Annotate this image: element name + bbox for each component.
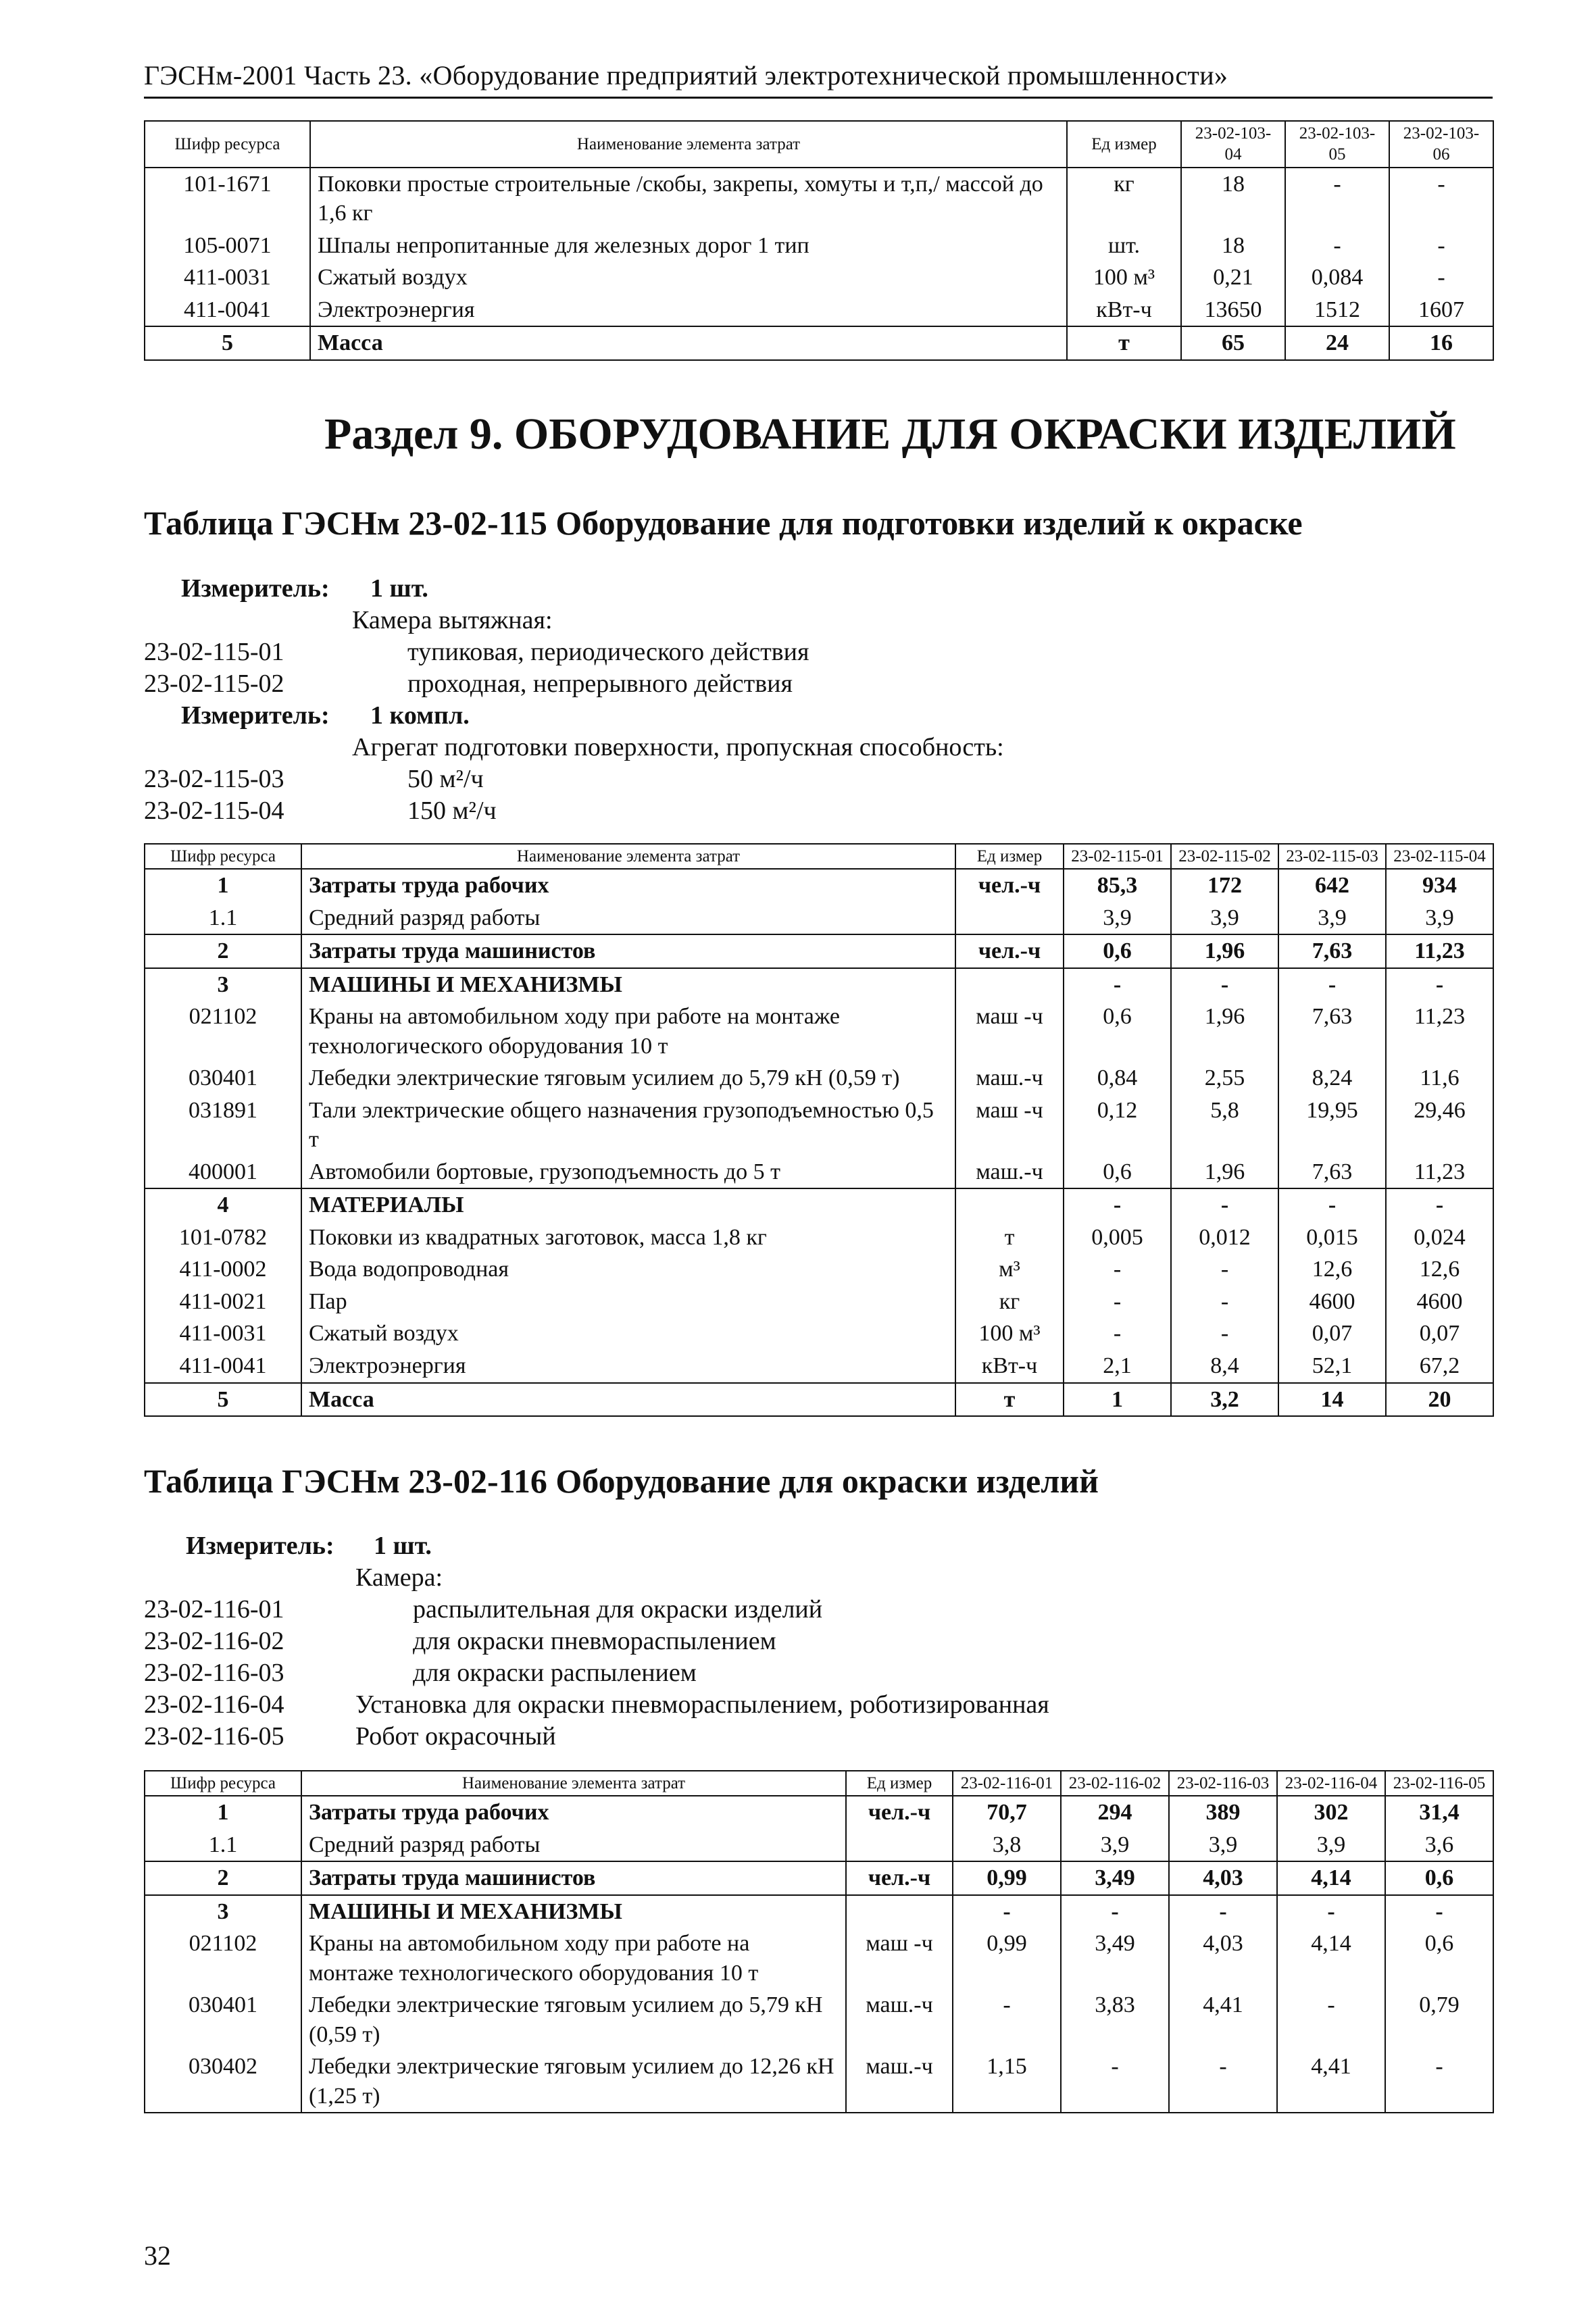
value-cell: 0,6 (1064, 934, 1171, 968)
item-text: 150 м²/ч (407, 797, 497, 825)
value-cell: - (1064, 1253, 1171, 1286)
column-header: Наименование элемента затрат (310, 121, 1067, 168)
item-code: 23-02-115-01 (144, 638, 284, 666)
table-row (145, 902, 1493, 935)
table-header-row (145, 121, 1493, 168)
value-cell: 14 (1278, 1383, 1386, 1417)
cost-element-name-cell: Вода водопроводная (301, 1253, 955, 1286)
table-23-02-103 (144, 120, 1494, 361)
value-cell: 172 (1171, 869, 1278, 902)
resource-code-cell: 3 (145, 968, 301, 1001)
value-cell: 0,12 (1064, 1095, 1171, 1156)
table-23-02-115 (144, 843, 1494, 1417)
column-header: 23-02-115-03 (1278, 844, 1386, 869)
table-row (145, 1350, 1493, 1383)
value-cell: 7,63 (1278, 934, 1386, 968)
value-cell: 11,23 (1386, 1156, 1493, 1189)
value-cell: 3,9 (1386, 902, 1493, 935)
cost-element-name-cell: Сжатый воздух (310, 261, 1067, 294)
value-cell: 67,2 (1386, 1350, 1493, 1383)
table-row (145, 1001, 1493, 1062)
item-text: 50 м²/ч (407, 765, 484, 793)
resource-code-cell: 031891 (145, 1095, 301, 1156)
table-row (145, 1095, 1493, 1156)
value-cell: 4,41 (1277, 2051, 1385, 2113)
item-code: 23-02-115-04 (144, 797, 284, 825)
value-cell: 642 (1278, 869, 1386, 902)
group-label: Камера вытяжная: (352, 606, 553, 634)
meter-value: 1 шт. (374, 1532, 432, 1560)
unit-cell (955, 968, 1064, 1001)
unit-cell: кВт-ч (1067, 294, 1181, 327)
resource-code-cell: 105-0071 (145, 230, 310, 262)
value-cell: - (1389, 261, 1493, 294)
value-cell: 19,95 (1278, 1095, 1386, 1156)
value-cell: - (1064, 1286, 1171, 1318)
value-cell: 8,24 (1278, 1062, 1386, 1095)
value-cell: 0,015 (1278, 1222, 1386, 1254)
column-header: 23-02-115-04 (1386, 844, 1493, 869)
item-text: распылительная для окраски изделий (413, 1595, 823, 1624)
table-row (145, 1188, 1493, 1222)
value-cell: - (1386, 1188, 1493, 1222)
value-cell: - (1277, 1895, 1385, 1928)
value-cell: 0,79 (1385, 1989, 1493, 2051)
value-cell: 85,3 (1064, 869, 1171, 902)
value-cell: 1,96 (1171, 1156, 1278, 1189)
table-header-row (145, 844, 1493, 869)
resource-code-cell: 411-0031 (145, 261, 310, 294)
column-header: 23-02-116-04 (1277, 1771, 1385, 1796)
cost-element-name-cell: Поковки простые строительные /скобы, закрепы, хомуты и т,п,/ массой до 1,6 кг (310, 168, 1067, 230)
cost-element-name-cell: Лебедки электрические тяговым усилием до 5,79 кН (0,59 т) (301, 1062, 955, 1095)
value-cell: 3,9 (1061, 1829, 1169, 1862)
table-row (145, 1156, 1493, 1189)
table-116-title: Таблица ГЭСНм 23-02-116 Оборудование для окраски изделий (144, 1462, 1099, 1500)
value-cell: - (1171, 1188, 1278, 1222)
cost-element-name-cell: Затраты труда рабочих (301, 869, 955, 902)
meter-label: Измеритель: (181, 574, 330, 603)
unit-cell: маш -ч (955, 1001, 1064, 1062)
meter-value: 1 шт. (370, 574, 428, 603)
column-header: Ед измер (1067, 121, 1181, 168)
cost-element-name-cell: Затраты труда рабочих (301, 1796, 846, 1829)
value-cell: 29,46 (1386, 1095, 1493, 1156)
table-row (145, 326, 1493, 360)
value-cell: 4,03 (1169, 1861, 1277, 1895)
value-cell: - (1277, 1989, 1385, 2051)
value-cell: - (1285, 168, 1389, 230)
value-cell: - (953, 1989, 1061, 2051)
value-cell: 3,9 (1277, 1829, 1385, 1862)
unit-cell: т (955, 1222, 1064, 1254)
table-row (145, 294, 1493, 327)
cost-element-name-cell: МАШИНЫ И МЕХАНИЗМЫ (301, 968, 955, 1001)
value-cell: 31,4 (1385, 1796, 1493, 1829)
column-header: 23-02-103-06 (1389, 121, 1493, 168)
cost-element-name-cell: МАШИНЫ И МЕХАНИЗМЫ (301, 1895, 846, 1928)
value-cell: 934 (1386, 869, 1493, 902)
meter-label: Измеритель: (181, 701, 330, 730)
resource-code-cell: 5 (145, 1383, 301, 1417)
item-code: 23-02-116-02 (144, 1627, 284, 1655)
table-row (145, 934, 1493, 968)
unit-cell: 100 м³ (1067, 261, 1181, 294)
resource-code-cell: 3 (145, 1895, 301, 1928)
cost-element-name-cell: Масса (301, 1383, 955, 1417)
value-cell: 0,6 (1385, 1928, 1493, 1989)
value-cell: 1512 (1285, 294, 1389, 327)
item-text: тупиковая, периодического действия (407, 638, 809, 666)
cost-element-name-cell: Средний разряд работы (301, 1829, 846, 1862)
value-cell: 11,6 (1386, 1062, 1493, 1095)
unit-cell: маш.-ч (846, 2051, 953, 2113)
unit-cell (846, 1895, 953, 1928)
value-cell: 0,005 (1064, 1222, 1171, 1254)
resource-code-cell: 411-0021 (145, 1286, 301, 1318)
meter-value: 1 компл. (370, 701, 470, 730)
resource-code-cell: 1.1 (145, 1829, 301, 1862)
table-row (145, 1222, 1493, 1254)
table-row (145, 1829, 1493, 1862)
value-cell: 0,84 (1064, 1062, 1171, 1095)
value-cell: 294 (1061, 1796, 1169, 1829)
value-cell: 0,99 (953, 1928, 1061, 1989)
value-cell: 18 (1181, 230, 1285, 262)
resource-code-cell: 5 (145, 326, 310, 360)
value-cell: - (1171, 968, 1278, 1001)
unit-cell: кВт-ч (955, 1350, 1064, 1383)
resource-code-cell: 101-0782 (145, 1222, 301, 1254)
value-cell: 1,96 (1171, 1001, 1278, 1062)
resource-code-cell: 411-0041 (145, 1350, 301, 1383)
column-header: 23-02-103-05 (1285, 121, 1389, 168)
unit-cell: шт. (1067, 230, 1181, 262)
value-cell: 3,8 (953, 1829, 1061, 1862)
column-header: Наименование элемента затрат (301, 844, 955, 869)
table-row (145, 1383, 1493, 1417)
item-code: 23-02-115-02 (144, 670, 284, 698)
value-cell: - (1171, 1317, 1278, 1350)
value-cell: 16 (1389, 326, 1493, 360)
cost-element-name-cell: Электроэнергия (301, 1350, 955, 1383)
value-cell: 4,41 (1169, 1989, 1277, 2051)
header-rule (144, 97, 1493, 99)
value-cell: - (1385, 2051, 1493, 2113)
cost-element-name-cell: Лебедки электрические тяговым усилием до 5,79 кН (0,59 т) (301, 1989, 846, 2051)
value-cell: - (1389, 230, 1493, 262)
unit-cell (955, 1188, 1064, 1222)
resource-code-cell: 030401 (145, 1989, 301, 2051)
value-cell: 3,9 (1064, 902, 1171, 935)
page-number: 32 (144, 2240, 171, 2271)
resource-code-cell: 4 (145, 1188, 301, 1222)
unit-cell: маш -ч (846, 1928, 953, 1989)
value-cell: 0,07 (1278, 1317, 1386, 1350)
value-cell: 0,07 (1386, 1317, 1493, 1350)
item-code: 23-02-115-03 (144, 765, 284, 793)
cost-element-name-cell: Затраты труда машинистов (301, 934, 955, 968)
cost-element-name-cell: Сжатый воздух (301, 1317, 955, 1350)
group-label: Камера: (355, 1563, 443, 1592)
value-cell: 13650 (1181, 294, 1285, 327)
table-row (145, 1317, 1493, 1350)
value-cell: 12,6 (1386, 1253, 1493, 1286)
value-cell: 3,49 (1061, 1861, 1169, 1895)
item-code: 23-02-116-04 (144, 1690, 284, 1719)
value-cell: - (1061, 2051, 1169, 2113)
value-cell: 3,9 (1278, 902, 1386, 935)
value-cell: - (1278, 1188, 1386, 1222)
value-cell: 1,96 (1171, 934, 1278, 968)
unit-cell: кг (955, 1286, 1064, 1318)
resource-code-cell: 2 (145, 934, 301, 968)
cost-element-name-cell: Тали электрические общего назначения грузоподъемностью 0,5 т (301, 1095, 955, 1156)
value-cell: 4,03 (1169, 1928, 1277, 1989)
value-cell: - (1064, 968, 1171, 1001)
value-cell: 302 (1277, 1796, 1385, 1829)
value-cell: 7,63 (1278, 1001, 1386, 1062)
value-cell: - (1285, 230, 1389, 262)
table-row (145, 261, 1493, 294)
value-cell: - (1171, 1286, 1278, 1318)
value-cell: 4,14 (1277, 1861, 1385, 1895)
value-cell: 389 (1169, 1796, 1277, 1829)
table-header-row (145, 1771, 1493, 1796)
unit-cell: маш -ч (955, 1095, 1064, 1156)
unit-cell: маш.-ч (955, 1156, 1064, 1189)
resource-code-cell: 101-1671 (145, 168, 310, 230)
column-header: Шифр ресурса (145, 121, 310, 168)
unit-cell: чел.-ч (955, 934, 1064, 968)
column-header: 23-02-115-02 (1171, 844, 1278, 869)
unit-cell: 100 м³ (955, 1317, 1064, 1350)
cost-element-name-cell: Электроэнергия (310, 294, 1067, 327)
table-115-title: Таблица ГЭСНм 23-02-115 Оборудование для подготовки изделий к окраске (144, 504, 1303, 542)
unit-cell: т (955, 1383, 1064, 1417)
value-cell: 65 (1181, 326, 1285, 360)
value-cell: 2,55 (1171, 1062, 1278, 1095)
item-text: для окраски распылением (413, 1659, 697, 1687)
value-cell: 20 (1386, 1383, 1493, 1417)
value-cell: 24 (1285, 326, 1389, 360)
column-header: 23-02-103-04 (1181, 121, 1285, 168)
value-cell: - (1171, 1253, 1278, 1286)
table-row (145, 1253, 1493, 1286)
column-header: Шифр ресурса (145, 1771, 301, 1796)
value-cell: 7,63 (1278, 1156, 1386, 1189)
resource-code-cell: 411-0002 (145, 1253, 301, 1286)
page-header: ГЭСНм-2001 Часть 23. «Оборудование предприятий электротехнической промышленности» (144, 60, 1228, 91)
value-cell: - (1278, 968, 1386, 1001)
column-header: 23-02-116-05 (1385, 1771, 1493, 1796)
table-row (145, 168, 1493, 230)
cost-element-name-cell: Масса (310, 326, 1067, 360)
unit-cell: чел.-ч (846, 1861, 953, 1895)
value-cell: - (953, 1895, 1061, 1928)
value-cell: 18 (1181, 168, 1285, 230)
resource-code-cell: 021102 (145, 1001, 301, 1062)
cost-element-name-cell: МАТЕРИАЛЫ (301, 1188, 955, 1222)
value-cell: 4600 (1278, 1286, 1386, 1318)
value-cell: 0,21 (1181, 261, 1285, 294)
table-row (145, 1989, 1493, 2051)
cost-element-name-cell: Поковки из квадратных заготовок, масса 1,8 кг (301, 1222, 955, 1254)
item-text: для окраски пневмораспылением (413, 1627, 776, 1655)
value-cell: - (1169, 2051, 1277, 2113)
value-cell: 0,6 (1064, 1156, 1171, 1189)
value-cell: 1607 (1389, 294, 1493, 327)
value-cell: 0,6 (1064, 1001, 1171, 1062)
cost-element-name-cell: Пар (301, 1286, 955, 1318)
unit-cell: чел.-ч (846, 1796, 953, 1829)
unit-cell: т (1067, 326, 1181, 360)
value-cell: 11,23 (1386, 1001, 1493, 1062)
item-code: 23-02-116-05 (144, 1722, 284, 1751)
table-row (145, 1895, 1493, 1928)
resource-code-cell: 411-0031 (145, 1317, 301, 1350)
value-cell: - (1064, 1188, 1171, 1222)
cost-element-name-cell: Шпалы непропитанные для железных дорог 1 тип (310, 230, 1067, 262)
item-code: 23-02-116-03 (144, 1659, 284, 1687)
table-row (145, 2051, 1493, 2113)
resource-code-cell: 2 (145, 1861, 301, 1895)
value-cell: - (1061, 1895, 1169, 1928)
cost-element-name-cell: Затраты труда машинистов (301, 1861, 846, 1895)
value-cell: 2,1 (1064, 1350, 1171, 1383)
group-label: Агрегат подготовки поверхности, пропускная способность: (352, 733, 1004, 761)
item-text: Установка для окраски пневмораспылением, роботизированная (355, 1690, 1049, 1719)
value-cell: 4,14 (1277, 1928, 1385, 1989)
table-23-02-116 (144, 1770, 1494, 2113)
unit-cell: кг (1067, 168, 1181, 230)
resource-code-cell: 411-0041 (145, 294, 310, 327)
cost-element-name-cell: Средний разряд работы (301, 902, 955, 935)
value-cell: 3,9 (1169, 1829, 1277, 1862)
value-cell: - (1385, 1895, 1493, 1928)
unit-cell: м³ (955, 1253, 1064, 1286)
cost-element-name-cell: Краны на автомобильном ходу при работе на монтаже технологического оборудования 10 т (301, 1001, 955, 1062)
value-cell: 0,084 (1285, 261, 1389, 294)
value-cell: 0,99 (953, 1861, 1061, 1895)
resource-code-cell: 400001 (145, 1156, 301, 1189)
unit-cell: маш.-ч (846, 1989, 953, 2051)
value-cell: 8,4 (1171, 1350, 1278, 1383)
table-row (145, 230, 1493, 262)
resource-code-cell: 021102 (145, 1928, 301, 1989)
table-row (145, 1062, 1493, 1095)
column-header: 23-02-115-01 (1064, 844, 1171, 869)
column-header: Шифр ресурса (145, 844, 301, 869)
value-cell: 1,15 (953, 2051, 1061, 2113)
table-row (145, 968, 1493, 1001)
item-code: 23-02-116-01 (144, 1595, 284, 1624)
resource-code-cell: 1 (145, 869, 301, 902)
cost-element-name-cell: Лебедки электрические тяговым усилием до 12,26 кН (1,25 т) (301, 2051, 846, 2113)
meter-label: Измеритель: (186, 1532, 334, 1560)
resource-code-cell: 1.1 (145, 902, 301, 935)
value-cell: 3,83 (1061, 1989, 1169, 2051)
value-cell: 4600 (1386, 1286, 1493, 1318)
value-cell: 0,012 (1171, 1222, 1278, 1254)
table-row (145, 1286, 1493, 1318)
table-row (145, 1861, 1493, 1895)
cost-element-name-cell: Автомобили бортовые, грузоподъемность до 5 т (301, 1156, 955, 1189)
table-row (145, 1796, 1493, 1829)
value-cell: 12,6 (1278, 1253, 1386, 1286)
cost-element-name-cell: Краны на автомобильном ходу при работе на монтаже технологического оборудования 10 т (301, 1928, 846, 1989)
value-cell: 70,7 (953, 1796, 1061, 1829)
value-cell: 0,6 (1385, 1861, 1493, 1895)
column-header: Ед измер (955, 844, 1064, 869)
value-cell: 5,8 (1171, 1095, 1278, 1156)
value-cell: - (1169, 1895, 1277, 1928)
unit-cell (846, 1829, 953, 1862)
table-row (145, 1928, 1493, 1989)
column-header: Наименование элемента затрат (301, 1771, 846, 1796)
value-cell: - (1389, 168, 1493, 230)
value-cell: 1 (1064, 1383, 1171, 1417)
column-header: 23-02-116-03 (1169, 1771, 1277, 1796)
resource-code-cell: 030401 (145, 1062, 301, 1095)
value-cell: 3,9 (1171, 902, 1278, 935)
unit-cell (955, 902, 1064, 935)
column-header: Ед измер (846, 1771, 953, 1796)
column-header: 23-02-116-02 (1061, 1771, 1169, 1796)
section-title: Раздел 9. ОБОРУДОВАНИЕ ДЛЯ ОКРАСКИ ИЗДЕЛИЙ (324, 409, 1456, 459)
item-text: проходная, непрерывного действия (407, 670, 793, 698)
resource-code-cell: 030402 (145, 2051, 301, 2113)
table-row (145, 869, 1493, 902)
value-cell: 3,6 (1385, 1829, 1493, 1862)
value-cell: 0,024 (1386, 1222, 1493, 1254)
value-cell: - (1386, 968, 1493, 1001)
value-cell: 3,2 (1171, 1383, 1278, 1417)
unit-cell: маш.-ч (955, 1062, 1064, 1095)
resource-code-cell: 1 (145, 1796, 301, 1829)
value-cell: 11,23 (1386, 934, 1493, 968)
item-text: Робот окрасочный (355, 1722, 556, 1751)
column-header: 23-02-116-01 (953, 1771, 1061, 1796)
value-cell: 52,1 (1278, 1350, 1386, 1383)
unit-cell: чел.-ч (955, 869, 1064, 902)
value-cell: - (1064, 1317, 1171, 1350)
value-cell: 3,49 (1061, 1928, 1169, 1989)
